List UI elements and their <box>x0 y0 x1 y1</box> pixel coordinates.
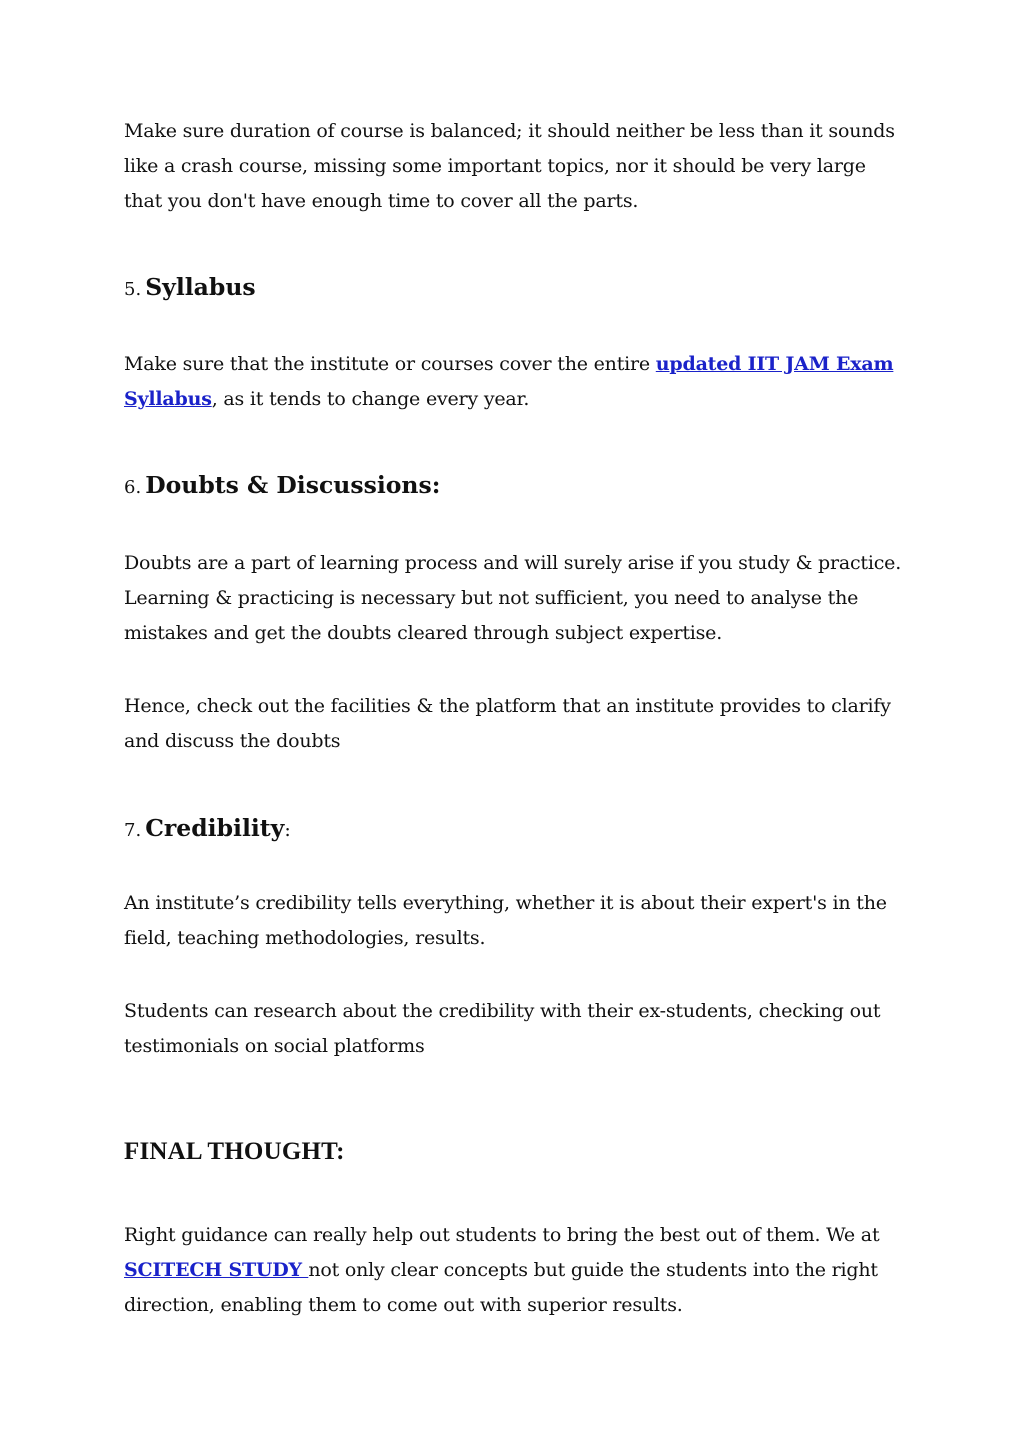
heading-tail: : <box>284 819 291 841</box>
heading-syllabus <box>124 272 256 305</box>
heading-title: Credibility <box>145 814 285 842</box>
heading-credibility <box>124 813 291 846</box>
final-thought-paragraph <box>124 1218 904 1323</box>
syllabus-text-after: , as it tends to change every year. <box>211 388 530 410</box>
final-text-before: Right guidance can really help out students to bring the best out of them. We at <box>124 1224 880 1246</box>
heading-number: 6. <box>124 477 142 498</box>
heading-title: Syllabus <box>145 273 256 301</box>
doubts-paragraph-2: Hence, check out the facilities & the platform that an institute provides to clarify and discuss the doubts <box>124 695 891 752</box>
heading-doubts <box>124 470 440 503</box>
syllabus-paragraph <box>124 347 904 417</box>
heading-number: 7. <box>124 820 142 841</box>
scitech-study-link[interactable]: SCITECH STUDY <box>124 1259 309 1281</box>
iit-jam-syllabus-link[interactable]: updated IIT JAM Exam Syllabus <box>124 353 894 410</box>
syllabus-text-before: Make sure that the institute or courses cover the entire <box>124 353 656 375</box>
final-thought-heading: FINAL THOUGHT: <box>124 1138 345 1165</box>
heading-title: Doubts & Discussions: <box>145 471 441 499</box>
intro-paragraph: Make sure duration of course is balanced; it should neither be less than it sounds like a crash course, missing some important topics, nor it should be very large that you don't have enough time to cover all the parts. <box>124 120 895 212</box>
doubts-paragraph-1: Doubts are a part of learning process and will surely arise if you study & practice. Learning & practicing is necessary but not sufficient, you need to analyse the mistakes and get the doubts cleared through subject expertise. <box>124 552 902 644</box>
heading-number: 5. <box>124 279 142 300</box>
credibility-paragraph-1: An institute’s credibility tells everything, whether it is about their expert's in the field, teaching methodologies, results. <box>124 892 887 949</box>
final-text-after: not only clear concepts but guide the students into the right direction, enabling them to come out with superior results. <box>124 1259 878 1316</box>
credibility-paragraph-2: Students can research about the credibility with their ex-students, checking out testimonials on social platforms <box>124 1000 881 1057</box>
